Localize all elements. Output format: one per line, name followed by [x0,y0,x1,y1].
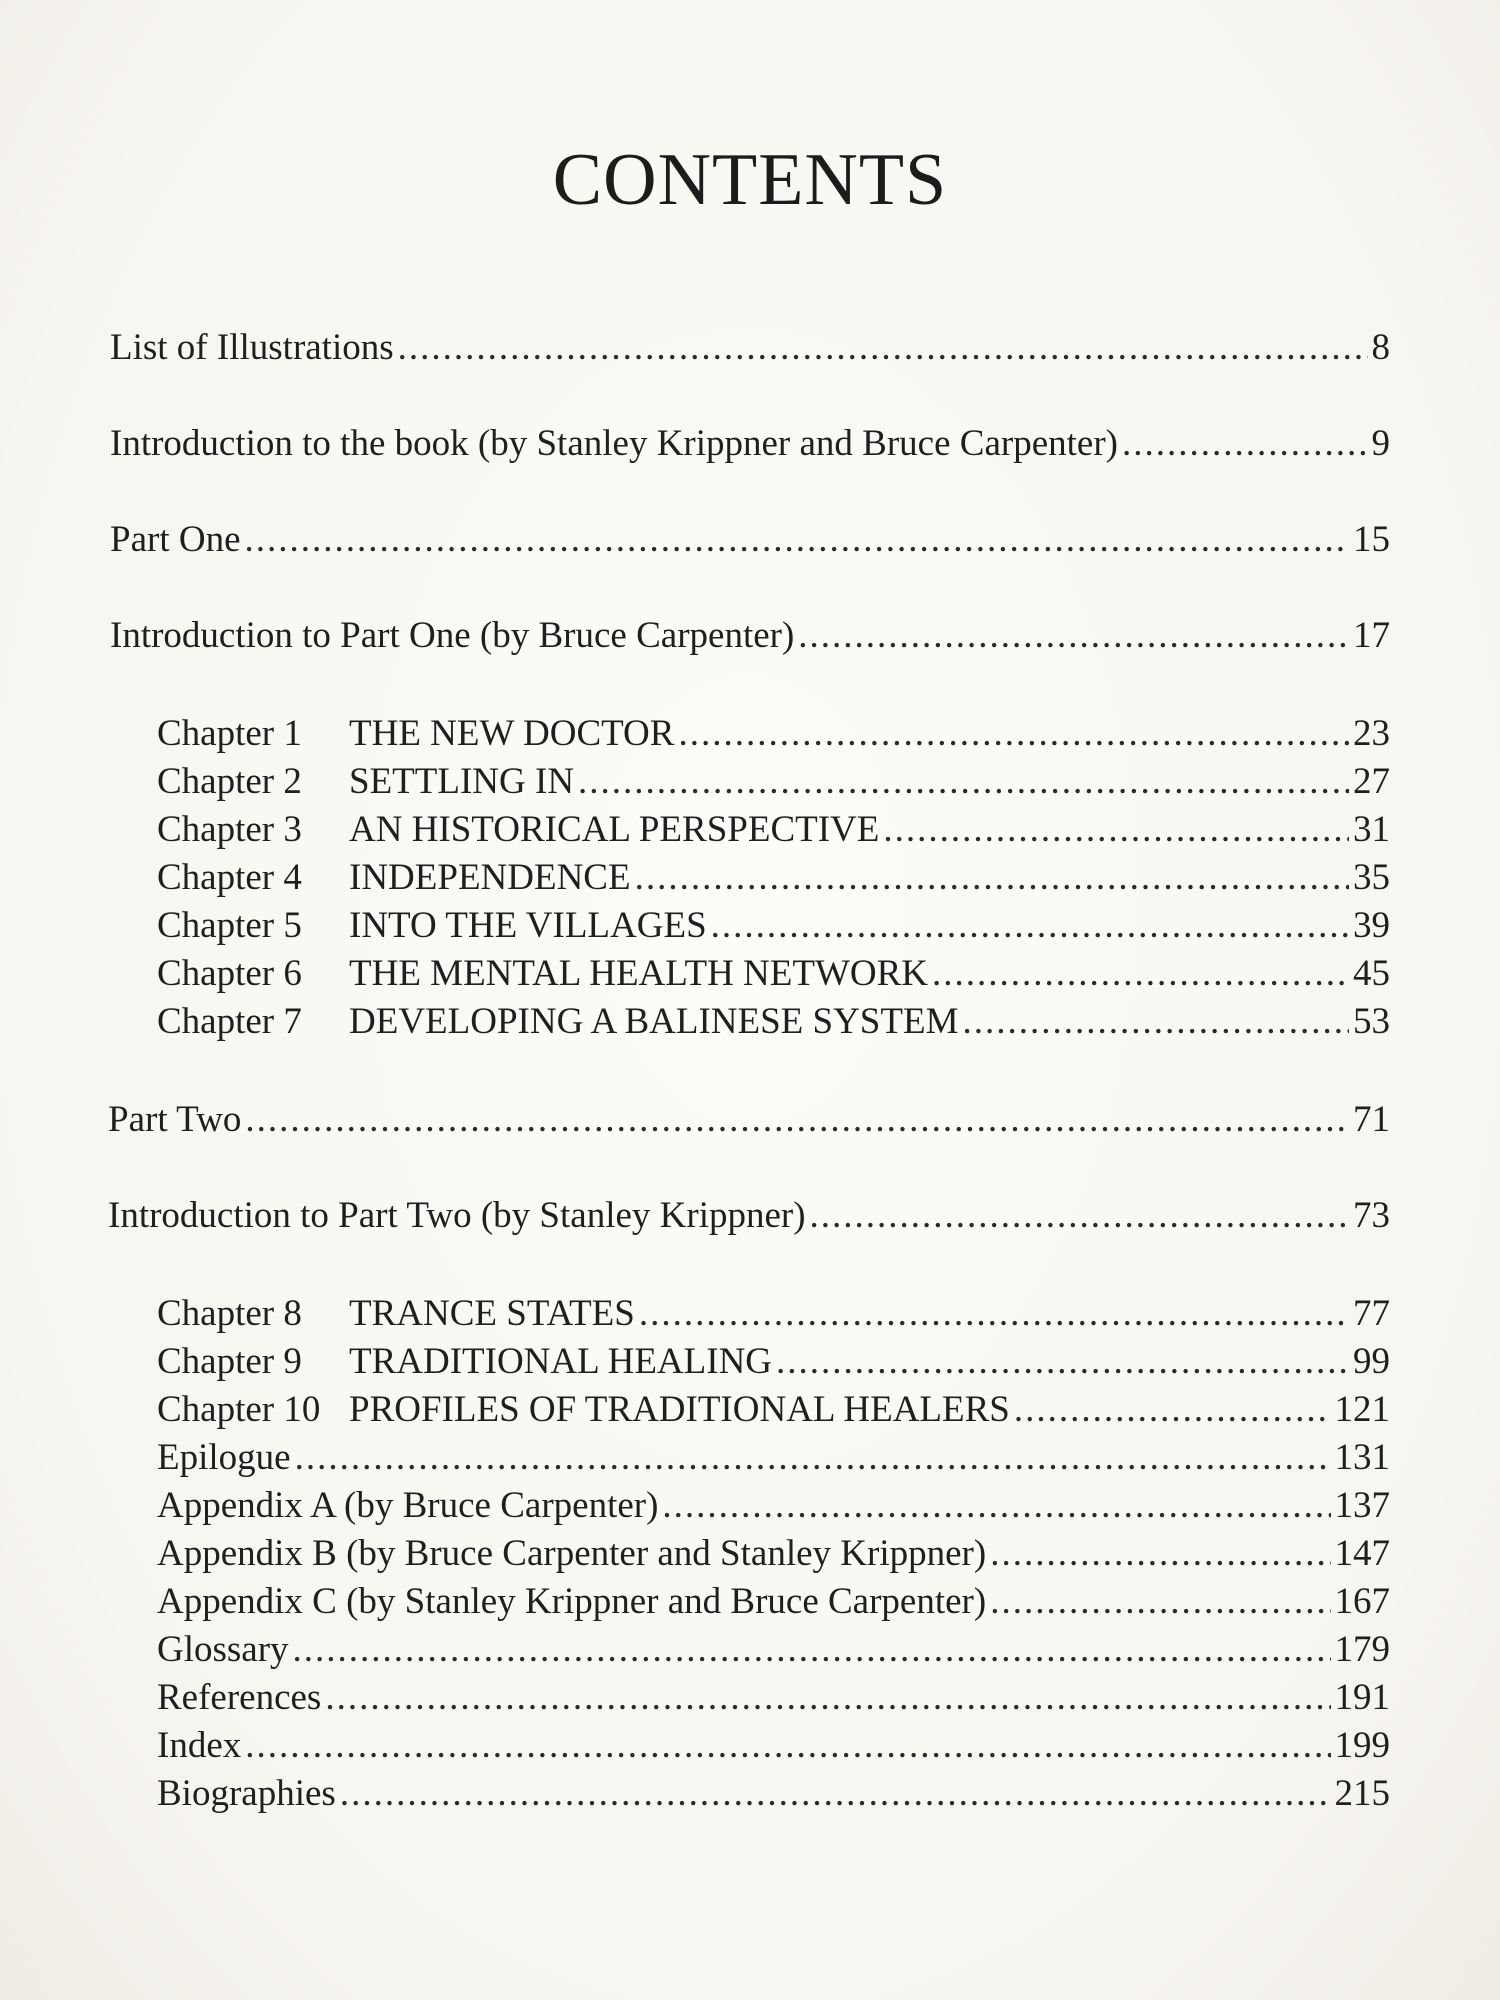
chapter-page: 99 [1353,1341,1390,1382]
dot-leader [678,712,1349,756]
toc-entry-label: Appendix B (by Bruce Carpenter and Stanley Krippner) [157,1533,987,1574]
chapter-number: Chapter 5 [157,905,302,946]
toc-entry-label: References [157,1677,322,1718]
toc-entry-introduction-to-book[interactable] [110,422,1390,466]
dot-leader [398,326,1368,370]
toc-entry-label: Introduction to Part Two (by Stanley Krippner) [108,1195,806,1236]
toc-entry-introduction-part-two[interactable] [108,1194,1390,1238]
chapter-number: Chapter 9 [157,1341,302,1382]
chapter-page: 35 [1353,857,1390,898]
dot-leader [340,1772,1331,1816]
dot-leader [325,1676,1330,1720]
dot-leader [245,518,1350,562]
toc-chapter-6[interactable] [157,952,1390,996]
toc-chapter-5[interactable] [157,904,1390,948]
toc-chapter-4[interactable] [157,856,1390,900]
dot-leader [635,856,1349,900]
toc-entry-label: List of Illustrations [110,327,394,368]
toc-entry-glossary[interactable] [157,1628,1390,1672]
dot-leader [990,1580,1330,1624]
chapter-number: Chapter 1 [157,713,302,754]
chapter-page: 121 [1334,1389,1390,1430]
toc-entry-references[interactable] [157,1676,1390,1720]
toc-entry-page: 191 [1334,1677,1390,1718]
dot-leader [711,904,1349,948]
chapter-title: INTO THE VILLAGES [349,905,707,946]
dot-leader [776,1340,1349,1384]
toc-entry-page: 179 [1334,1629,1390,1670]
toc-entry-appendix-a[interactable] [157,1484,1390,1528]
toc-entry-label: Part One [110,519,241,560]
toc-chapter-10[interactable] [157,1388,1390,1432]
toc-entry-biographies[interactable] [157,1772,1390,1816]
chapter-page: 77 [1353,1293,1390,1334]
chapter-title: THE MENTAL HEALTH NETWORK [349,953,929,994]
toc-entry-label: Introduction to Part One (by Bruce Carpenter) [110,615,795,656]
chapter-page: 45 [1353,953,1390,994]
chapter-page: 27 [1353,761,1390,802]
toc-entry-label: Glossary [157,1629,289,1670]
toc-entry-label: Part Two [108,1099,242,1140]
toc-entry-label: Appendix C (by Stanley Krippner and Bruce Carpenter) [157,1581,987,1622]
dot-leader [883,808,1349,852]
chapter-title: TRANCE STATES [349,1293,635,1334]
dot-leader [798,614,1349,658]
toc-entry-part-two[interactable] [108,1098,1390,1142]
chapter-title: DEVELOPING A BALINESE SYSTEM [349,1001,959,1042]
chapter-number: Chapter 2 [157,761,302,802]
toc-entry-label: Index [157,1725,242,1766]
toc-entry-page: 17 [1353,615,1390,656]
toc-chapter-9[interactable] [157,1340,1390,1384]
chapter-title: AN HISTORICAL PERSPECTIVE [349,809,880,850]
toc-entry-label: Introduction to the book (by Stanley Krippner and Bruce Carpenter) [110,423,1118,464]
chapter-title: SETTLING IN [349,761,575,802]
toc-entry-page: 147 [1334,1533,1390,1574]
toc-entry-page: 73 [1353,1195,1390,1236]
chapter-page: 53 [1353,1001,1390,1042]
chapter-title: INDEPENDENCE [349,857,631,898]
toc-entry-appendix-b[interactable] [157,1532,1390,1576]
toc-entry-page: 15 [1353,519,1390,560]
chapter-number: Chapter 4 [157,857,302,898]
dot-leader [293,1628,1331,1672]
toc-entry-page: 131 [1334,1437,1390,1478]
dot-leader [990,1532,1330,1576]
chapter-page: 39 [1353,905,1390,946]
toc-chapter-2[interactable] [157,760,1390,804]
dot-leader [1014,1388,1331,1432]
chapter-page: 31 [1353,809,1390,850]
toc-entry-page: 215 [1334,1773,1390,1814]
dot-leader [245,1098,1349,1142]
toc-entry-page: 199 [1334,1725,1390,1766]
toc-chapter-3[interactable] [157,808,1390,852]
chapter-number: Chapter 6 [157,953,302,994]
toc-entry-appendix-c[interactable] [157,1580,1390,1624]
chapter-title: THE NEW DOCTOR [349,713,675,754]
dot-leader [662,1484,1330,1528]
toc-entry-page: 167 [1334,1581,1390,1622]
dot-leader [932,952,1349,996]
toc-entry-page: 9 [1371,423,1390,464]
chapter-number: Chapter 10 [157,1389,321,1430]
chapter-number: Chapter 7 [157,1001,302,1042]
chapter-title: PROFILES OF TRADITIONAL HEALERS [349,1389,1010,1430]
dot-leader [578,760,1349,804]
toc-entry-list-of-illustrations[interactable] [110,326,1390,370]
dot-leader [963,1000,1350,1044]
toc-entry-label: Epilogue [157,1437,291,1478]
toc-entry-index[interactable] [157,1724,1390,1768]
toc-entry-page: 8 [1371,327,1390,368]
dot-leader [295,1436,1331,1480]
dot-leader [639,1292,1349,1336]
toc-entry-part-one[interactable] [110,518,1390,562]
toc-chapter-1[interactable] [157,712,1390,756]
chapter-page: 23 [1353,713,1390,754]
toc-entry-introduction-part-one[interactable] [110,614,1390,658]
toc-entry-page: 137 [1334,1485,1390,1526]
contents-title: CONTENTS [552,139,948,221]
dot-leader [810,1194,1349,1238]
dot-leader [1122,422,1368,466]
toc-entry-epilogue[interactable] [157,1436,1390,1480]
toc-chapter-8[interactable] [157,1292,1390,1336]
chapter-title: TRADITIONAL HEALING [349,1341,773,1382]
toc-entry-page: 71 [1353,1099,1390,1140]
dot-leader [245,1724,1330,1768]
toc-entry-label: Appendix A (by Bruce Carpenter) [157,1485,659,1526]
chapter-number: Chapter 3 [157,809,302,850]
toc-chapter-7[interactable] [157,1000,1390,1044]
toc-entry-label: Biographies [157,1773,336,1814]
chapter-number: Chapter 8 [157,1293,302,1334]
